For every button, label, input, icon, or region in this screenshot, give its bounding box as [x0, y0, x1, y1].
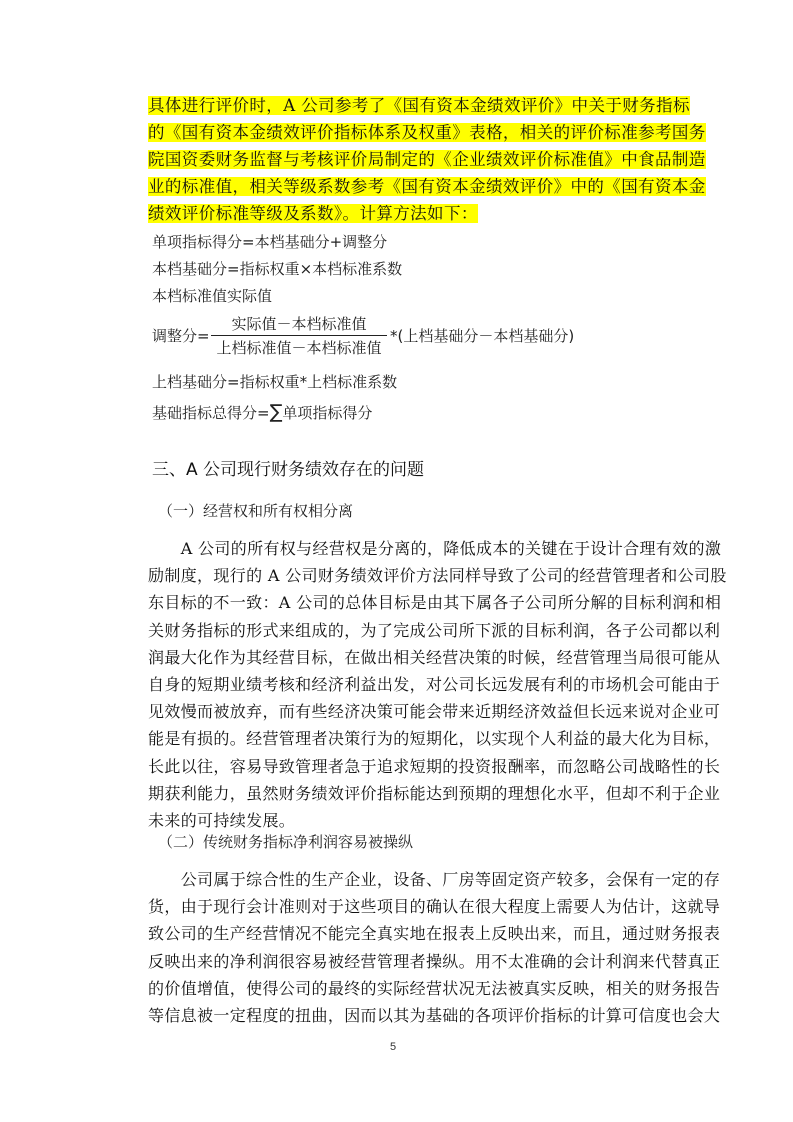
- highlighted-paragraph: [148, 92, 706, 227]
- page-number: 5: [390, 1041, 397, 1053]
- paragraph-line: 自身的短期业绩考核和经济利益出发，对公司长远发展有利的市场机会可能由于: [148, 674, 721, 694]
- formula-adjustment: [152, 314, 622, 358]
- paragraph-line: 的价值增值，使得公司的最终的实际经营状况无法被真实反映，相关的财务报告: [148, 978, 721, 998]
- formula-total-score: [152, 401, 372, 423]
- paragraph-line: 润最大化作为其经营目标，在做出相关经营决策的时候，经营管理当局很可能从: [148, 647, 721, 667]
- highlighted-line: 业的标准值，相关等级系数参考《国有资本金绩效评价》中的《国有资本金: [148, 177, 706, 196]
- paragraph-line: 励制度，现行的 A 公司财务绩效评价方法同样导致了公司的经营管理者和公司股: [148, 566, 727, 586]
- formula-total-label: 基础指标总得分=: [152, 404, 270, 422]
- paragraph-2: [148, 866, 721, 1029]
- paragraph-line: 关财务指标的形式来组成的，为了完成公司所下派的目标利润，各子公司都以利: [148, 620, 721, 640]
- paragraph-line: 货，由于现行会计准则对于这些项目的确认在很大程度上需要人为估计，这就导: [148, 897, 721, 917]
- highlighted-line: 的《国有资本金绩效评价指标体系及权重》表格，相关的评价标准参考国务: [148, 123, 706, 142]
- paragraph-line: 东目标的不一致：A 公司的总体目标是由其下属各子公司所分解的目标利润和相: [148, 593, 722, 613]
- paragraph-line: A 公司的所有权与经营权是分离的，降低成本的关键在于设计合理有效的激: [148, 539, 722, 558]
- paragraph-line: 公司属于综合性的生产企业，设备、厂房等固定资产较多，会保有一定的存: [148, 870, 721, 889]
- paragraph-line: 期获利能力，虽然财务绩效评价指标能达到预期的理想化水平，但却不利于企业: [148, 783, 721, 803]
- paragraph-line: 反映出来的净利润很容易被经营管理者操纵。用不太准确的会计利润来代替真正: [148, 951, 721, 971]
- fraction-numerator: 实际值－本档标准值: [231, 315, 367, 333]
- paragraph-line: 能是有损的。经营管理者决策行为的短期化，以实现个人利益的最大化为目标，: [148, 729, 721, 749]
- subheading-1: （一）经营权和所有权相分离: [158, 502, 354, 520]
- formula-upper-base-score: 上档基础分=指标权重*上档标准系数: [152, 373, 398, 391]
- highlighted-line: 绩效评价标准等级及系数》。计算方法如下：: [148, 204, 478, 223]
- section-heading: 三、A 公司现行财务绩效存在的问题: [152, 460, 425, 480]
- formula-base-score: 本档基础分=指标权重×本档标准系数: [152, 260, 403, 278]
- paragraph-line: 长此以往，容易导致管理者急于追求短期的投资报酬率，而忽略公司战略性的长: [148, 756, 721, 776]
- fraction-denominator: 上档标准值－本档标准值: [216, 339, 382, 357]
- subheading-2: （二）传统财务指标净利润容易被操纵: [158, 833, 414, 851]
- sigma-icon: ∑: [269, 401, 283, 423]
- formula-fraction: [211, 314, 387, 358]
- formula-total-rest: 单项指标得分: [282, 404, 373, 422]
- formula-adjustment-label: 调整分=: [152, 327, 210, 345]
- fraction-bar: [211, 335, 387, 336]
- highlighted-line: 院国资委财务监督与考核评价局制定的《企业绩效评价标准值》中食品制造: [148, 150, 706, 169]
- paragraph-line: 见效慢而被放弃，而有些经济决策可能会带来近期经济效益但长远来说对企业可: [148, 702, 721, 722]
- formula-single-score: 单项指标得分=本档基础分+调整分: [152, 233, 388, 251]
- paragraph-line: 未来的可持续发展。: [148, 810, 296, 830]
- paragraph-line: 致公司的生产经营情况不能完全真实地在报表上反映出来，而且，通过财务报表: [148, 924, 721, 944]
- paragraph-1: [148, 535, 727, 834]
- formula-standard-value: 本档标准值实际值: [152, 287, 273, 305]
- formula-adjustment-tail: *(上档基础分－本档基础分): [390, 327, 575, 345]
- highlighted-line: 具体进行评价时，A 公司参考了《国有资本金绩效评价》中关于财务指标: [148, 96, 690, 115]
- paragraph-line: 等信息被一定程度的扭曲，因而以其为基础的各项评价指标的计算可信度也会大: [148, 1005, 721, 1025]
